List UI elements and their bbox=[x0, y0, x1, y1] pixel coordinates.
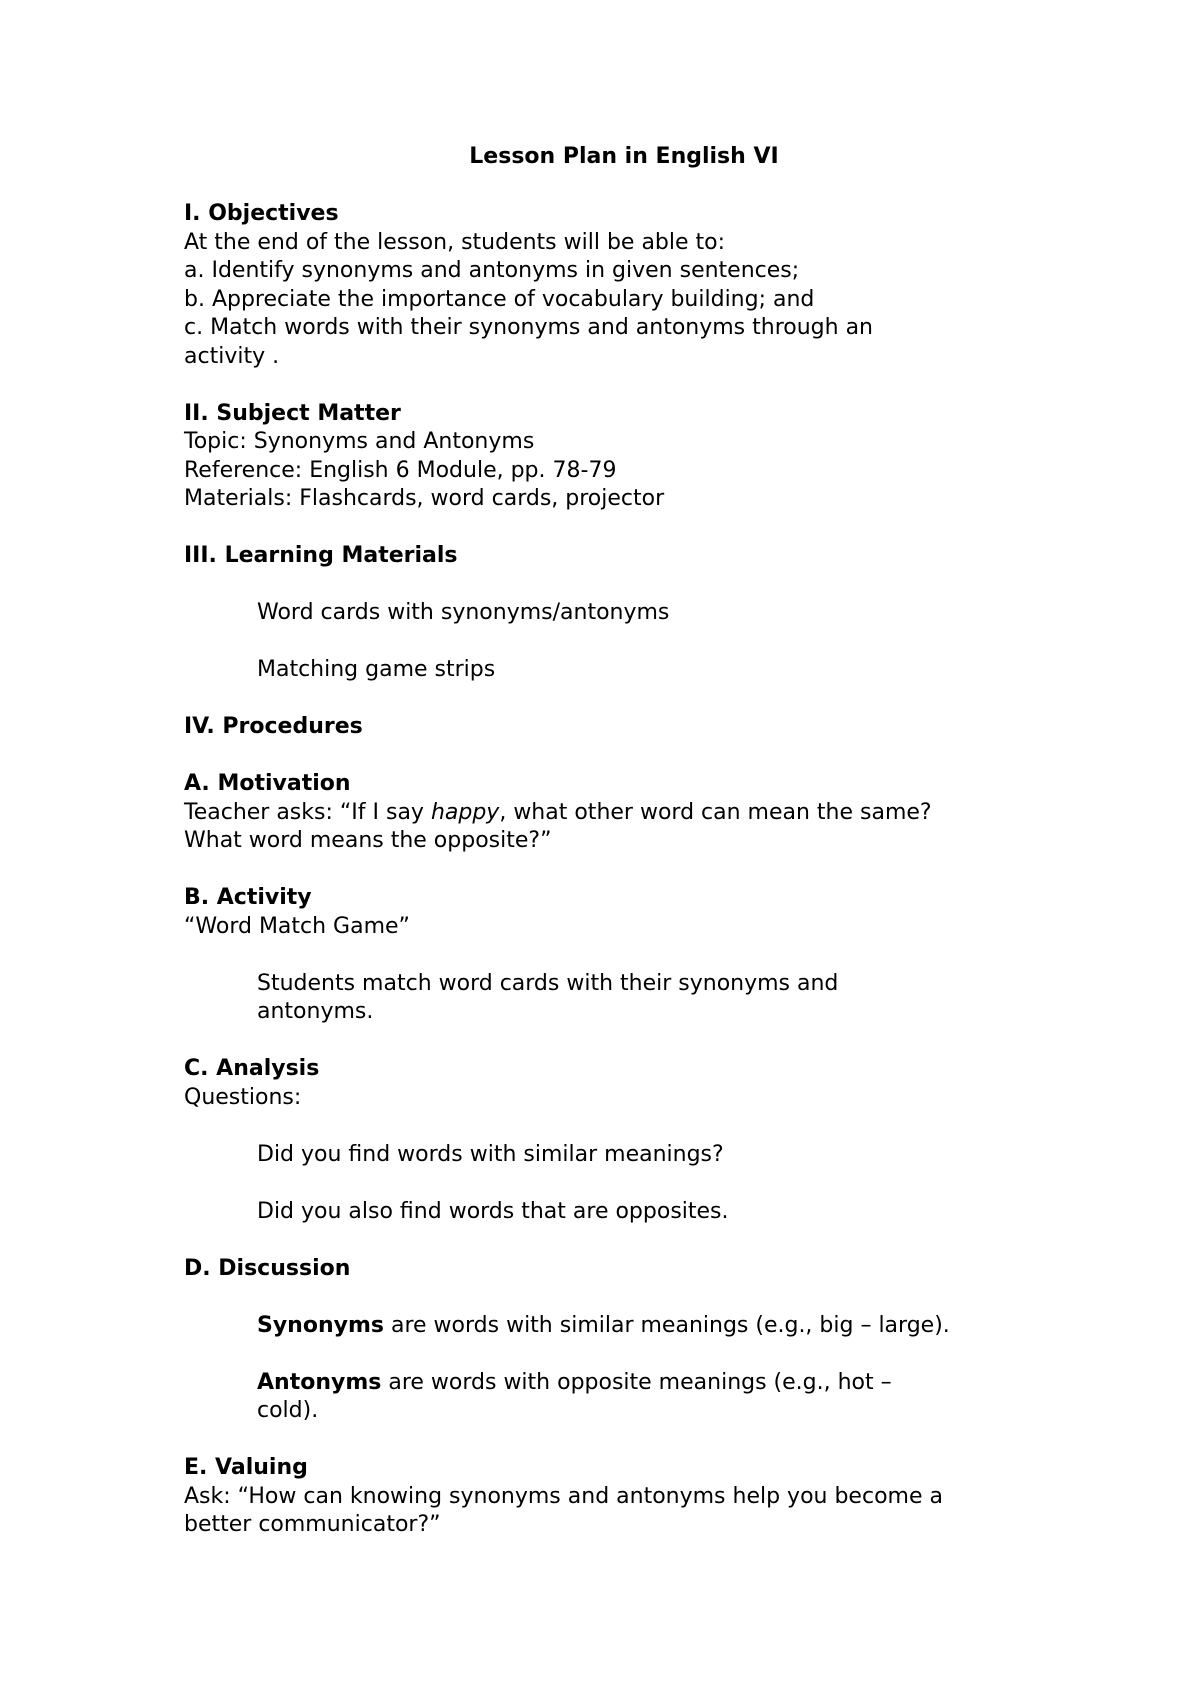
objective-item-b: b. Appreciate the importance of vocabulary building; and bbox=[184, 286, 815, 312]
subject-topic: Topic: Synonyms and Antonyms bbox=[184, 429, 535, 454]
analysis-question: Did you also find words that are opposites. bbox=[257, 1198, 729, 1224]
discussion-heading: D. Discussion bbox=[184, 1255, 351, 1281]
activity-description: Students match word cards with their synonyms and antonyms. bbox=[257, 970, 839, 1024]
antonyms-term: Antonyms bbox=[257, 1369, 382, 1395]
procedures-heading: IV. Procedures bbox=[184, 714, 363, 739]
analysis-heading: C. Analysis bbox=[184, 1056, 320, 1081]
document-title: Lesson Plan in English VI bbox=[469, 144, 779, 169]
activity-heading: B. Activity bbox=[184, 885, 312, 910]
analysis-intro: Questions: bbox=[184, 1084, 302, 1110]
valuing-heading: E. Valuing bbox=[184, 1455, 308, 1480]
motivation-emphasis: happy bbox=[430, 799, 500, 825]
subject-reference: Reference: English 6 Module, pp. 78-79 bbox=[184, 457, 617, 483]
discussion-antonyms bbox=[184, 1369, 897, 1426]
antonyms-definition: are words with opposite meanings (e.g., hot – cold). bbox=[257, 1369, 892, 1423]
learning-material-item: Matching game strips bbox=[257, 657, 496, 682]
valuing-text: Ask: “How can knowing synonyms and antonyms help you become a better communicator?” bbox=[184, 1483, 943, 1537]
motivation-heading: A. Motivation bbox=[184, 771, 351, 796]
subject-matter-heading: II. Subject Matter bbox=[184, 400, 401, 426]
motivation-text-after: , what other word can mean the same? What word means the opposite?” bbox=[184, 799, 932, 853]
synonyms-definition: are words with similar meanings (e.g., big – large). bbox=[383, 1312, 950, 1338]
objectives-heading: I. Objectives bbox=[184, 201, 339, 226]
objectives-intro: At the end of the lesson, students will be able to: bbox=[184, 229, 726, 255]
discussion-synonyms bbox=[184, 1312, 1064, 1341]
subject-materials: Materials: Flashcards, word cards, projector bbox=[184, 486, 665, 511]
synonyms-term: Synonyms bbox=[257, 1312, 384, 1338]
objective-item-c: c. Match words with their synonyms and antonyms through an activity . bbox=[184, 315, 873, 369]
objective-item-a: a. Identify synonyms and antonyms in given sentences; bbox=[184, 258, 800, 283]
learning-materials-heading: III. Learning Materials bbox=[184, 543, 458, 568]
motivation-text bbox=[184, 799, 984, 856]
motivation-text-before: Teacher asks: “If I say bbox=[184, 799, 431, 825]
analysis-question: Did you find words with similar meanings? bbox=[257, 1141, 724, 1167]
lesson-plan-document bbox=[184, 143, 1064, 1540]
activity-name: “Word Match Game” bbox=[184, 913, 410, 939]
learning-material-item: Word cards with synonyms/antonyms bbox=[257, 600, 670, 625]
